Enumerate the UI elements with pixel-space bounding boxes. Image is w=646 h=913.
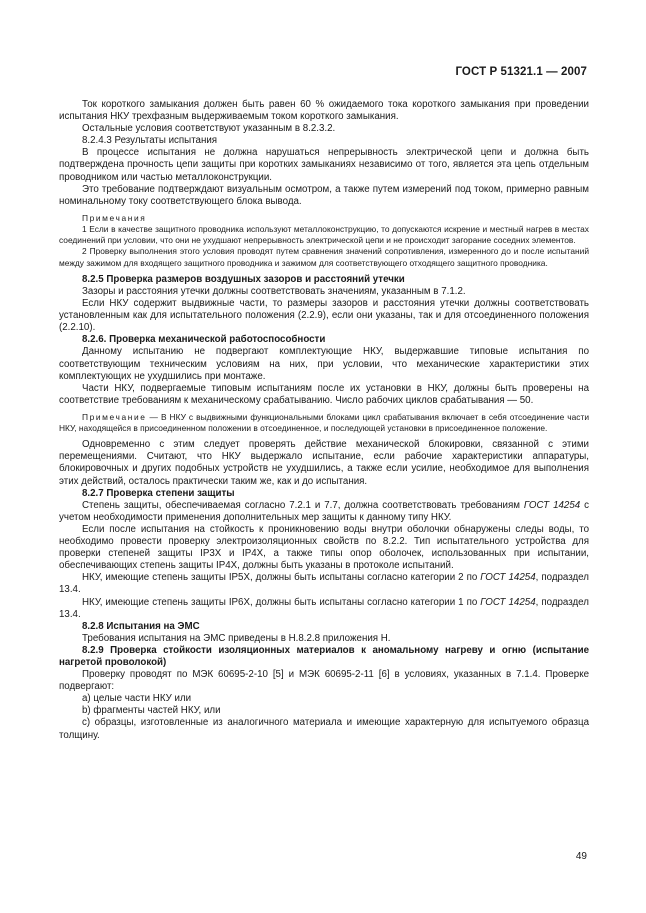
text-run: НКУ, имеющие степень защиты IP6X, должны быть испытаны согласно категории 1 по (82, 596, 481, 608)
text-run: НКУ, имеющие степень защиты IP5X, должны быть испытаны согласно категории 2 по (82, 572, 481, 584)
paragraph: В процессе испытания не должна нарушаться непрерывность электрической цепи и должна быть подтверждена прочность цепи защиты при коротких замыканиях независимо от того, является эта цепь отдельным проводником или частью металлоконструкции. (59, 147, 589, 183)
standard-reference: ГОСТ 14254 (480, 572, 536, 584)
paragraph: Данному испытанию не подвергают комплектующие НКУ, выдержавшие типовые испытания по соответствующим техническим условиям на них, при условии, что механические характеристики этих комплектующих не ухудшились при монтаже. (59, 346, 589, 382)
page-number: 49 (575, 851, 587, 862)
list-item: с) образцы, изготовленные из аналогичного материала и имеющие характерную для испытуемого образца толщину. (59, 717, 589, 741)
section-heading-8-2-8: 8.2.8 Испытания на ЭМС (82, 620, 200, 632)
paragraph: Это требование подтверждают визуальным осмотром, а также путем измерений под током, примерно равным номинальному току соответствующего блока вывода. (59, 183, 589, 207)
note-label: Примечания (82, 212, 147, 223)
note-label: Примечание (82, 411, 147, 422)
standard-reference: ГОСТ 14254 (523, 499, 581, 511)
section-heading-8-2-5: 8.2.5 Проверка размеров воздушных зазоров и расстояний утечки (82, 273, 405, 285)
section-heading-8-2-7: 8.2.7 Проверка степени защиты (82, 487, 235, 499)
paragraph: Требования испытания на ЭМС приведены в Н.8.2.8 приложения Н. (82, 632, 391, 644)
paragraph: Если НКУ содержит выдвижные части, то размеры зазоров и расстояния утечки должны соответствовать установленным как для испытательного положения (2.2.9), если они указаны, так и для отсоединенного положения (2.2.10). (59, 298, 589, 334)
subsection-heading: 8.2.4.3 Результаты испытания (82, 135, 218, 147)
section-heading-8-2-9: 8.2.9 Проверка стойкости изоляционных материалов к аномальному нагреву и огню (испытание нагретой проволокой) (59, 644, 589, 668)
paragraph: Если после испытания на стойкость к проникновению воды внутри оболочки обнаружены следы воды, то необходимо провести проверку электроизоляционных свойств по 8.2.2. Тип испытательного устройства для проверки степеней защиты IP3X и IP4X, а также типы опор оболочек, использованных при испытании, обеспечивающих степень защиты IP4X, должны быть указаны в протоколе испытаний. (59, 523, 589, 572)
paragraph (59, 597, 589, 621)
paragraph: Зазоры и расстояния утечки должны соответствовать значениям, указанным в 7.1.2. (82, 285, 466, 297)
text-run: , подраздел 13.4. (59, 572, 589, 596)
text-run: , подраздел 13.4. (59, 596, 589, 620)
paragraph: Одновременно с этим следует проверять действие механической блокировки, связанной с этими перемещениями. Считают, что НКУ выдержало испытание, если рабочие характеристики аппаратуры, блокировочных и других подобных устройств не ухудшились, а также если усилие, необходимое для выполнения этих действий, осталось практически таким же, как и до испытания. (59, 439, 589, 487)
note-item: 2 Проверку выполнения этого условия проводят путем сравнения значений сопротивления, измеренного до и после испытаний между зажимом для входящего защитного проводника и зажимом для соответствующего отходящего защитного проводника. (59, 246, 589, 268)
paragraph (59, 500, 589, 524)
note-single (59, 412, 589, 434)
list-item: b) фрагменты частей НКУ, или (82, 705, 221, 717)
list-item: а) целые части НКУ или (82, 693, 192, 705)
paragraph: Остальные условия соответствуют указанным в 8.2.3.2. (82, 123, 336, 135)
text-run: с учетом необходимости применения дополнительных мер защиты к данному типу НКУ. (59, 499, 589, 523)
section-heading-8-2-6: 8.2.6. Проверка механической работоспособности (82, 334, 326, 346)
note-text: — В НКУ с выдвижными функциональными блоками цикл срабатывания включает в себя отсоединение части НКУ, находящейся в присоединенном положении в отсоединенное, и последующей установки в присоединенное положение. (59, 411, 589, 434)
text-run: Степень защиты, обеспечиваемая согласно 7.2.1 и 7.7, должна соответствовать требованиям (82, 499, 524, 511)
standard-reference: ГОСТ 14254 (480, 596, 536, 608)
paragraph: Проверку проводят по МЭК 60695-2-10 [5] и МЭК 60695-2-11 [6] в условиях, указанных в 7.1.4. Проверке подвергают: (59, 669, 589, 693)
document-body (59, 99, 589, 742)
standard-header: ГОСТ Р 51321.1 — 2007 (455, 66, 587, 78)
note-item: 1 Если в качестве защитного проводника используют металлоконструкцию, то допускаются искрение и местный нагрев в местах соединений при условии, что они не ухудшают непрерывность электрической цепи и не происходит загорание соседних элементов. (59, 224, 589, 246)
paragraph: Ток короткого замыкания должен быть равен 60 % ожидаемого тока короткого замыкания при проведении испытания НКУ трехфазным выдерживаемым током короткого замыкания. (59, 99, 589, 123)
paragraph: Части НКУ, подвергаемые типовым испытаниям после их установки в НКУ, должны быть проверены на соответствие требованиям к механическому срабатыванию. Число рабочих циклов срабатывания — 50. (59, 382, 589, 406)
paragraph (59, 572, 589, 596)
